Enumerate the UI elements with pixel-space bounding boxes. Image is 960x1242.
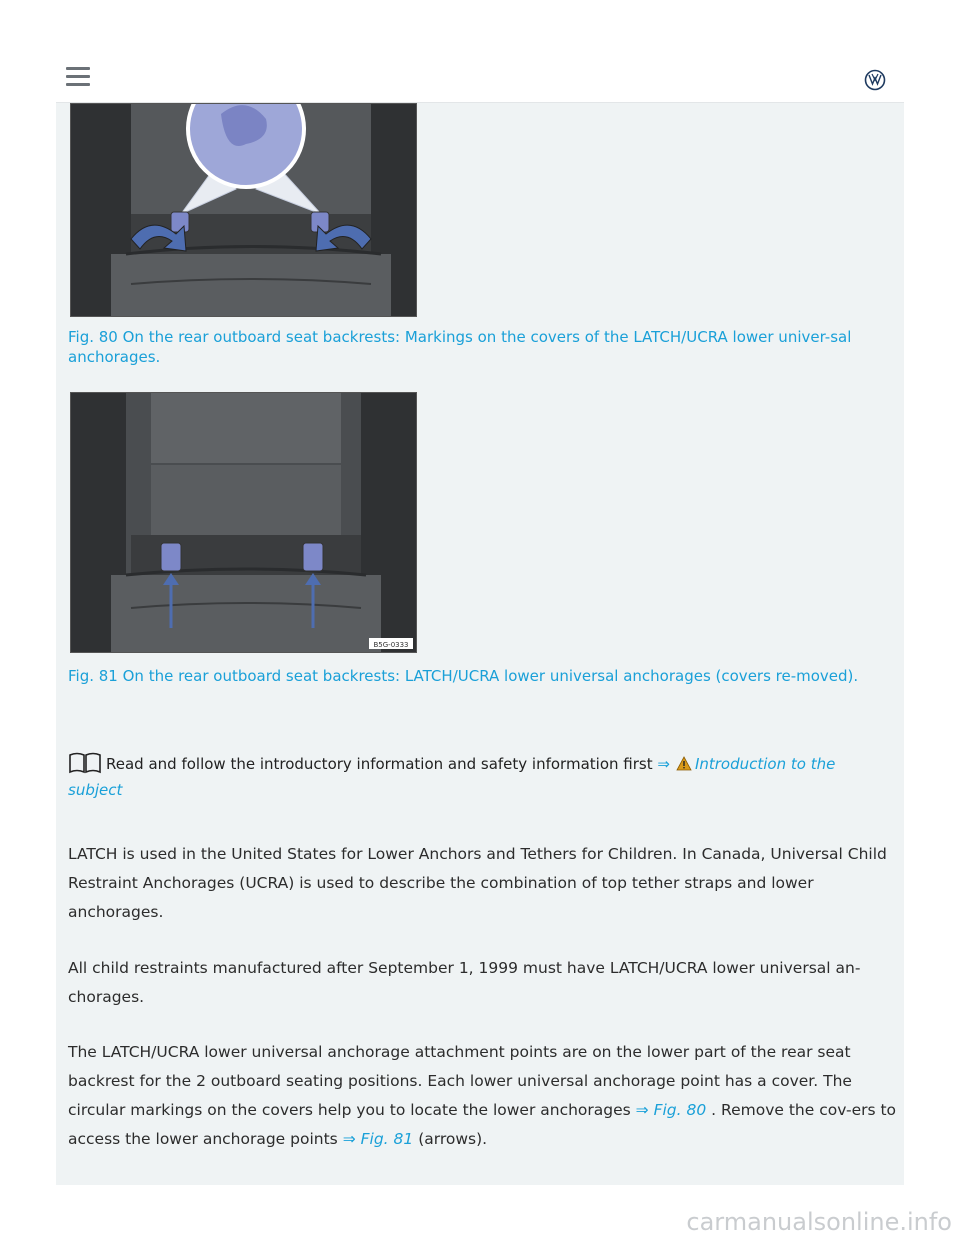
fig-81-link[interactable]: ⇒ Fig. 81 xyxy=(342,1130,414,1148)
fig-80-link[interactable]: ⇒ Fig. 80 xyxy=(635,1101,707,1119)
watermark: carmanualsonline.info xyxy=(686,1208,952,1236)
figure-81-caption: Fig. 81 On the rear outboard seat backrests: LATCH/UCRA lower universal anchorages (covers re-moved). xyxy=(68,667,859,685)
intro-note xyxy=(68,751,893,803)
intro-text: Read and follow the introductory information and safety information first xyxy=(106,755,653,773)
paragraph-latch: LATCH is used in the United States for Lower Anchors and Tethers for Children. In Canada, Universal Child Restraint Anchorages (UCRA) is used to describe the combination of top tether straps and lower anchorages. xyxy=(68,845,887,921)
vw-logo-icon[interactable] xyxy=(864,69,886,91)
figure-81-code: B5G-0333 xyxy=(373,641,409,649)
figure-80-image xyxy=(70,103,417,317)
book-icon xyxy=(68,752,102,774)
figure-80-caption: Fig. 80 On the rear outboard seat backrests: Markings on the covers of the LATCH/UCRA lower univer-sal anchorages. xyxy=(68,328,852,366)
intro-link[interactable]: Introduction to the subject xyxy=(68,755,836,799)
paragraph-text-c: (arrows). xyxy=(418,1130,488,1148)
paragraph-anchor-location xyxy=(68,1038,898,1154)
paragraph-text-a: The LATCH/UCRA lower universal anchorage attachment points are on the lower part of the rear seat backrest for the 2 outboard seating positions. Each lower universal anchorage point has a cover. The circular markings on the covers help you to locate the lower anchorages xyxy=(68,1043,852,1119)
top-bar xyxy=(56,55,904,103)
figure-81-image xyxy=(70,392,417,653)
paragraph-manufactured: All child restraints manufactured after September 1, 1999 must have LATCH/UCRA lower universal an-chorages. xyxy=(68,959,861,1006)
hamburger-menu-icon[interactable] xyxy=(66,67,90,87)
warning-icon xyxy=(676,756,692,771)
paragraph-text-b: . Remove the cov-ers to access the lower anchorage points xyxy=(68,1101,897,1148)
manual-page xyxy=(56,103,904,1185)
intro-arrow: ⇒ xyxy=(657,755,670,773)
